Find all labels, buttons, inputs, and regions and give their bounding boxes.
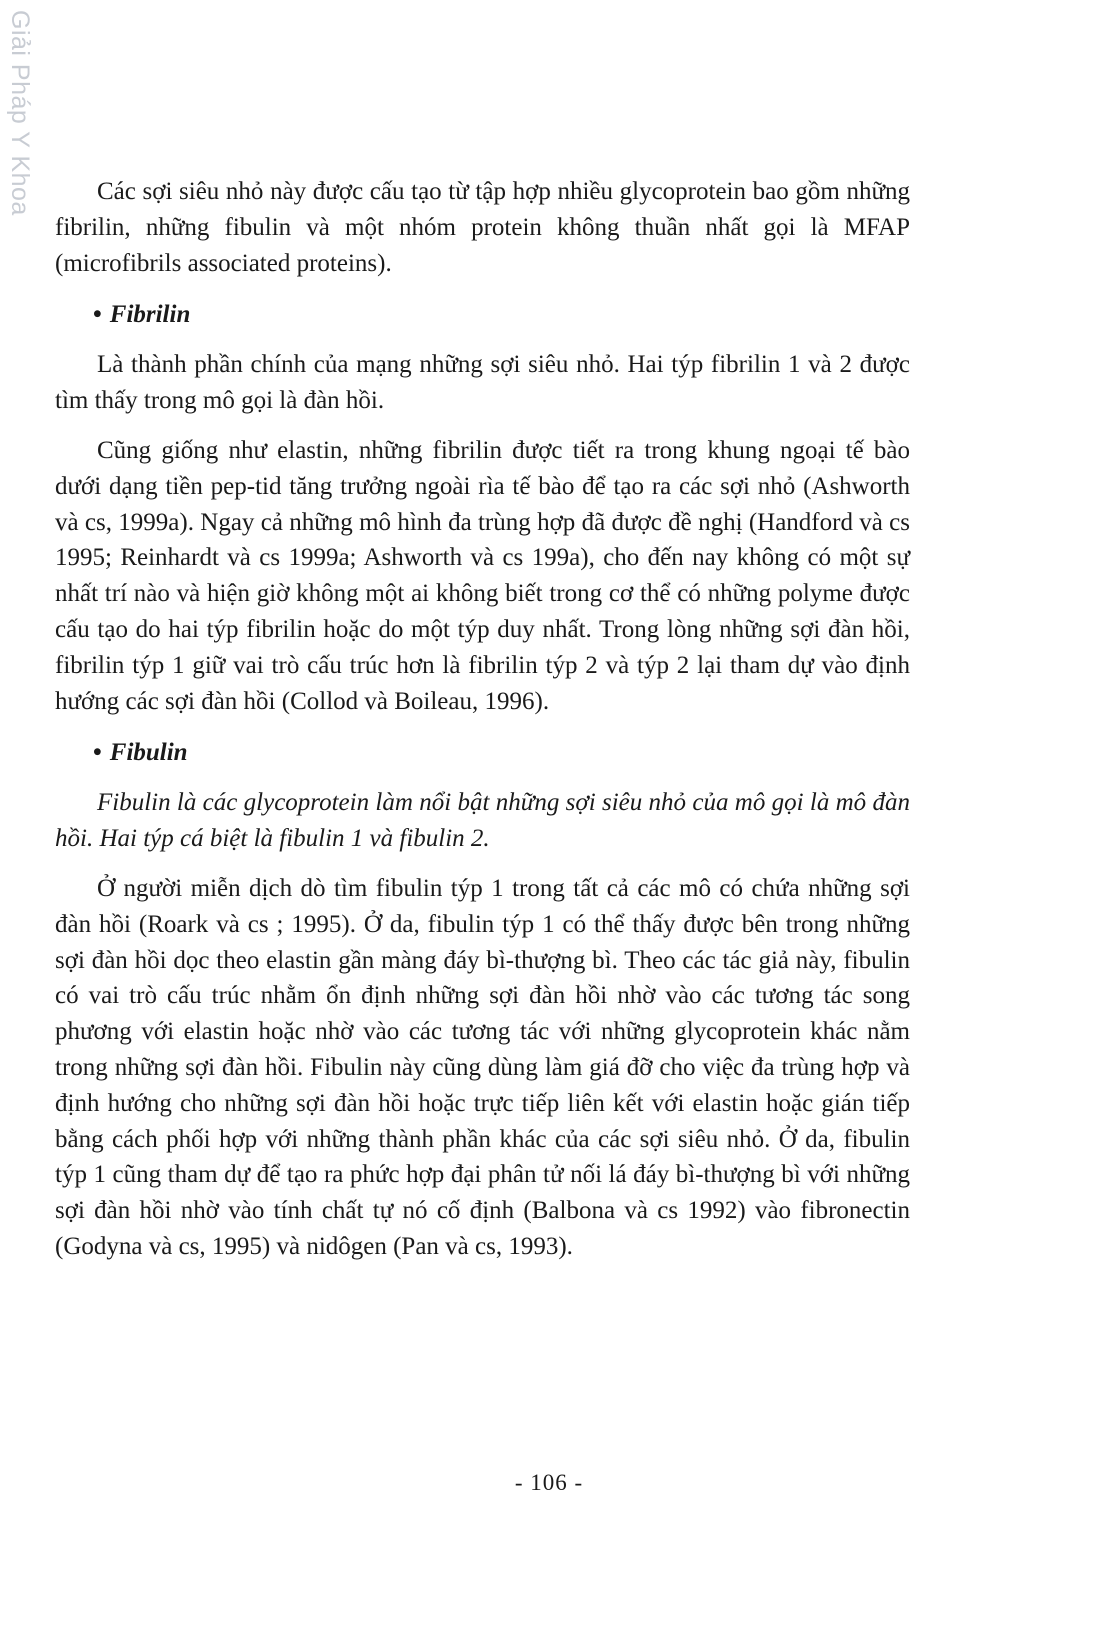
- heading-fibrilin: [55, 297, 910, 333]
- paragraph-fibrilin-2: Cũng giống như elastin, những fibrilin được tiết ra trong khung ngoại tế bào dưới dạng tiền pep-tid tăng trưởng ngoài rìa tế bào để tạo ra các sợi nhỏ (Ashworth và cs, 1999a). Ngay cả những mô hình đa trùng hợp đã được đề nghị (Handford và cs 1995; Reinhardt và cs 1999a; Ashworth và cs 199a), cho đến nay không có một sự nhất trí nào và hiện giờ không một ai không biết trong cơ thể có những polyme được cấu tạo do hai týp fibrilin hoặc do một týp duy nhất. Trong lòng những sợi đàn hồi, fibrilin týp 1 giữ vai trò cấu trúc hơn là fibrilin týp 2 và týp 2 lại tham dự vào định hướng các sợi đàn hồi (Collod và Boileau, 1996).: [55, 436, 910, 715]
- paragraph-fibrilin-1: Là thành phần chính của mạng những sợi siêu nhỏ. Hai týp fibrilin 1 và 2 được tìm thấy trong mô gọi là đàn hồi.: [55, 351, 910, 415]
- heading-fibrilin-label: Fibrilin: [109, 301, 191, 329]
- heading-fibulin-label: Fibulin: [109, 739, 188, 767]
- bullet-icon: •: [93, 739, 102, 767]
- bullet-icon: •: [93, 301, 102, 329]
- document-body: [55, 174, 910, 1265]
- paragraph-fibulin-body: Ở người miễn dịch dò tìm fibulin týp 1 trong tất cả các mô có chứa những sợi đàn hồi (Roark và cs ; 1995). Ở da, fibulin týp 1 có thể thấy được bên trong những sợi đàn hồi dọc theo elastin gần màng đáy bì-thượng bì. Theo các tác giả này, fibulin có vai trò cấu trúc nhằm ổn định những sợi đàn hồi nhờ vào các tương tác song phương với elastin hoặc nhờ vào các tương tác với những glycoprotein khác nằm trong những sợi đàn hồi. Fibulin này cũng dùng làm giá đỡ cho việc đa trùng hợp và định hướng cho những sợi đàn hồi hoặc trực tiếp liên kết với elastin hoặc gián tiếp bằng cách phối hợp với những thành phần khác của các sợi siêu nhỏ. Ở da, fibulin týp 1 cũng tham dự để tạo ra phức hợp đại phân tử nối lá đáy bì-thượng bì với những sợi đàn hồi nhờ vào tính chất tự nó cố định (Balbona và cs 1992) vào fibronectin (Godyna và cs, 1995) và nidôgen (Pan và cs, 1993).: [55, 874, 910, 1260]
- watermark-text: Giải Pháp Y Khoa: [6, 10, 34, 216]
- heading-fibulin: [55, 735, 910, 771]
- page-number: - 106 -: [514, 1470, 584, 1495]
- paragraph-fibulin-intro: Fibulin là các glycoprotein làm nổi bật những sợi siêu nhỏ của mô gọi là mô đàn hồi. Hai týp cá biệt là fibulin 1 và fibulin 2.: [55, 789, 910, 853]
- paragraph-intro: Các sợi siêu nhỏ này được cấu tạo từ tập hợp nhiều glycoprotein bao gồm những fibrilin, những fibulin và một nhóm protein không thuần nhất gọi là MFAP (microfibrils associated proteins).: [55, 178, 910, 277]
